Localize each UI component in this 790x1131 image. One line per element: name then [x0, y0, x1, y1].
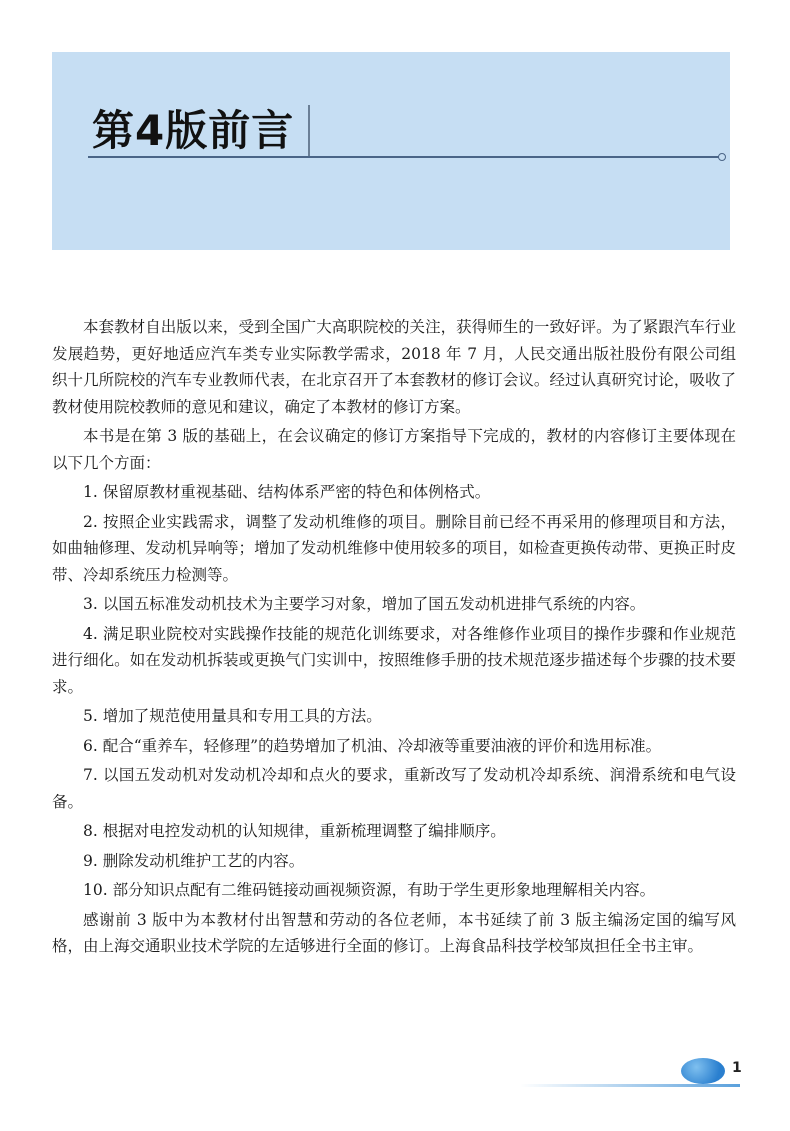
paragraph: 感谢前 3 版中为本教材付出智慧和劳动的各位老师，本书延续了前 3 版主编汤定国的编写风格，由上海交通职业技术学院的左适够进行全面的修订。上海食品科技学校邹岚担任全书主审。: [52, 910, 736, 955]
page-number-bubble-icon: [681, 1058, 725, 1084]
paragraph: 本书是在第 3 版的基础上，在会议确定的修订方案指导下完成的，教材的内容修订主要体现在以下几个方面：: [52, 427, 736, 472]
list-item: 10. 部分知识点配有二维码链接动画视频资源，有助于学生更形象地理解相关内容。: [83, 881, 656, 899]
list-item: 2. 按照企业实践需求，调整了发动机维修的项目。删除目前已经不再采用的修理项目和方法，如曲轴修理、发动机异响等；增加了发动机维修中使用较多的项目，如检查更换传动带、更换正时皮带、冷却系统压力检测等。: [52, 512, 736, 584]
list-item: 7. 以国五发动机对发动机冷却和点火的要求，重新改写了发动机冷却系统、润滑系统和电气设备。: [52, 766, 736, 811]
paragraph: 本套教材自出版以来，受到全国广大高职院校的关注，获得师生的一致好评。为了紧跟汽车行业发展趋势，更好地适应汽车类专业实际教学需求，2018 年 7 月，人民交通出版社股份有限公司组织十几所院校的汽车专业教师代表，在北京召开了本套教材的修订会议。经过认真研究讨论，吸收了教材使用院校教师的意见和建议，确定了本教材的修订方案。: [52, 318, 736, 416]
title-divider-vertical: [308, 105, 310, 157]
list-item: 3. 以国五标准发动机技术为主要学习对象，增加了国五发动机进排气系统的内容。: [83, 595, 646, 613]
page-title: 第4版前言: [92, 106, 295, 155]
page-number: 1: [732, 1060, 742, 1076]
list-item: 1. 保留原教材重视基础、结构体系严密的特色和体例格式。: [83, 483, 491, 501]
list-item: 6. 配合“重养车，轻修理”的趋势增加了机油、冷却液等重要油液的评价和选用标准。: [83, 736, 662, 755]
list-item: 8. 根据对电控发动机的认知规律，重新梳理调整了编排顺序。: [83, 822, 506, 840]
list-item: 9. 删除发动机维护工艺的内容。: [83, 851, 305, 870]
list-item: 4. 满足职业院校对实践操作技能的规范化训练要求，对各维修作业项目的操作步骤和作业规范进行细化。如在发动机拆装或更换气门实训中，按照维修手册的技术规范逐步描述每个步骤的技术要求。: [52, 624, 736, 696]
footer-rule: [520, 1084, 740, 1087]
title-divider-horizontal: [88, 156, 720, 158]
preface-body: [52, 314, 736, 963]
divider-end-circle-icon: [718, 153, 726, 161]
list-item: 5. 增加了规范使用量具和专用工具的方法。: [83, 707, 382, 725]
